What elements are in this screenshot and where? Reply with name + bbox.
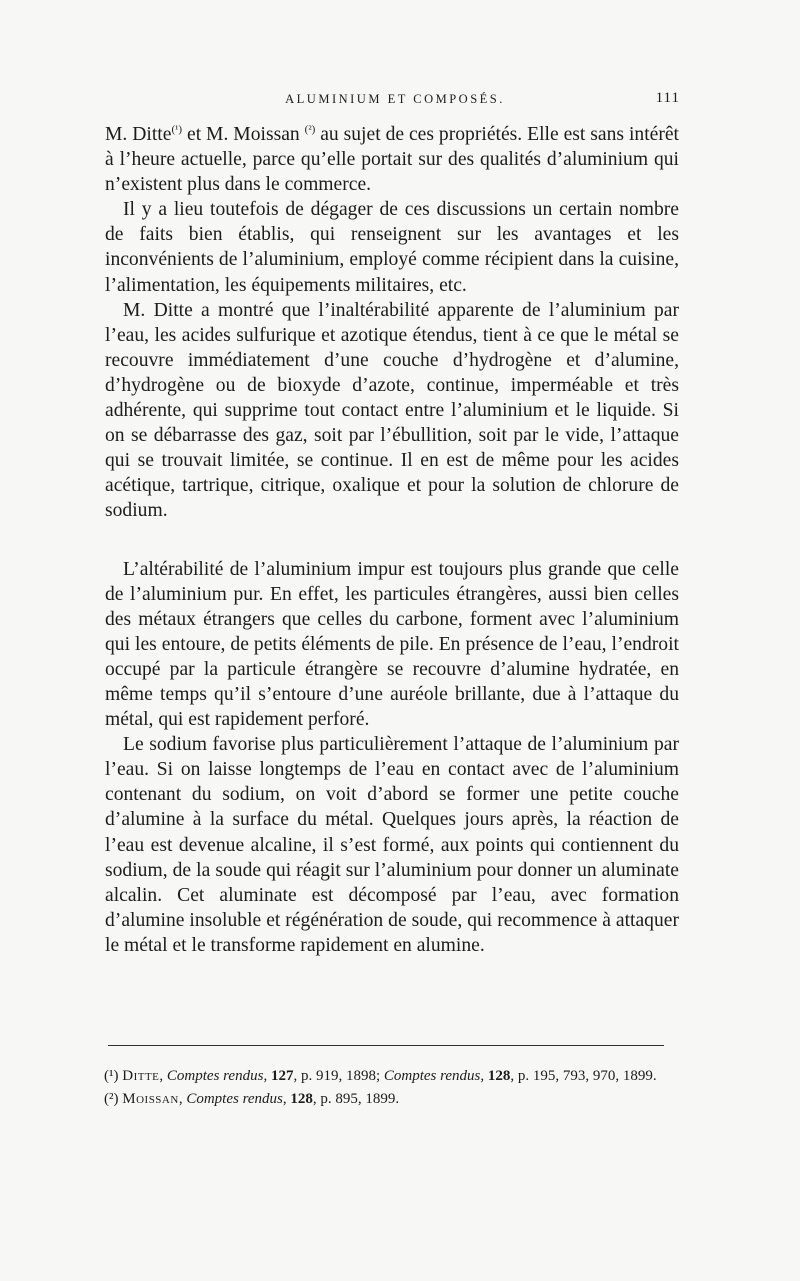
- paragraph-2: Il y a lieu toutefois de dégager de ces discussions un certain nombre de faits bien établis, qui renseignent sur les avantages et les inconvénients de l’aluminium, employé comme récipient dans la cuisine, l’alimentation, les équipements militaires, etc.: [105, 199, 679, 296]
- footnote-1: [104, 1068, 682, 1085]
- fn1-mark: (¹): [104, 1068, 119, 1084]
- fn2-sep1: ,: [178, 1090, 187, 1107]
- footnote-ref-2: (²): [304, 123, 316, 136]
- paragraph-4: L’altérabilité de l’aluminium impur est toujours plus grande que celle de l’aluminium pur. En effet, les particules étrangères, aussi bien celles des métaux étrangers que celles du carbone, forment avec l’aluminium qui les entoure, de petits éléments de pile. En présence de l’eau, l’endroit occupé par la particule étrangère se recouvre d’alumine hydratée, en même temps qu’il s’entoure d’une auréole brillante, due à l’attaque du métal, qui est rapidement perforé.: [105, 558, 679, 731]
- fn1-volume-1: 127: [270, 1068, 294, 1084]
- p1-text-2: et M. Moissan: [182, 124, 305, 145]
- fn1-citation-1: , p. 919, 1898;: [293, 1068, 384, 1084]
- body-text: [105, 122, 679, 958]
- fn1-volume-2: 128: [487, 1068, 511, 1084]
- footnote-ref-1: (¹): [171, 123, 183, 136]
- footnotes: [104, 1068, 682, 1113]
- fn1-citation-2: , p. 195, 793, 970, 1899.: [510, 1068, 657, 1084]
- fn2-citation: , p. 895, 1899.: [312, 1090, 400, 1107]
- page-number: 111: [655, 90, 680, 106]
- fn2-sep2: ,: [282, 1090, 291, 1107]
- paragraph-1: [105, 122, 679, 197]
- fn1-sep3: ,: [480, 1068, 488, 1084]
- paragraph-3: M. Ditte a montré que l’inaltérabilité apparente de l’aluminium par l’eau, les acides sulfurique et azotique étendus, tient à ce que le métal se recouvre immédiatement d’une couche d’hydrogène et d’alumine, d’hydrogène ou de bioxyde d’azote, continue, imperméable et très adhérente, qui supprime tout contact entre l’aluminium et le liquide. Si on se débarrasse des gaz, soit par l’ébullition, soit par le vide, l’attaque qui se trouvait limitée, se continue. Il en est de même pour les acides acétique, tartrique, citrique, oxalique et pour la solution de chlorure de sodium.: [105, 299, 679, 522]
- running-head: ALUMINIUM ET COMPOSÉS.: [285, 92, 505, 106]
- fn1-author: Ditte: [122, 1068, 160, 1084]
- fn2-volume: 128: [290, 1090, 313, 1107]
- fn1-sep1: ,: [159, 1068, 167, 1084]
- fn1-journal-1: Comptes rendus: [166, 1068, 264, 1084]
- footnote-divider: [108, 1045, 664, 1046]
- paragraph-5: Le sodium favorise plus particulièrement l’attaque de l’aluminium par l’eau. Si on laisse longtemps de l’eau en contact avec de l’aluminium contenant du sodium, on voit d’abord se former une petite couche d’alumine à la surface du métal. Quelques jours après, la réaction de l’eau est devenue alcaline, il s’est formé, aux points qui contiennent du sodium, de la soude qui réagit sur l’aluminium pour donner un aluminate alcalin. Cet aluminate est décomposé par l’eau, avec formation d’alumine insoluble et régénération de soude, qui recommence à attaquer le métal et le transforme rapidement en alumine.: [105, 734, 679, 956]
- fn1-sep2: ,: [263, 1068, 271, 1084]
- fn1-journal-2: Comptes rendus: [383, 1068, 481, 1084]
- fn2-mark: (²): [104, 1090, 119, 1107]
- p1-text-1: M. Ditte: [105, 124, 172, 145]
- fn2-journal: Comptes rendus: [186, 1090, 283, 1107]
- fn2-author: Moissan: [122, 1090, 179, 1107]
- p1-text-3: au sujet de ces propriétés. Elle est sans intérêt à l’heure actuelle, parce qu’elle portait sur des qualités d’aluminium qui n’existent plus dans le commerce.: [105, 124, 680, 196]
- footnote-2: [104, 1091, 682, 1108]
